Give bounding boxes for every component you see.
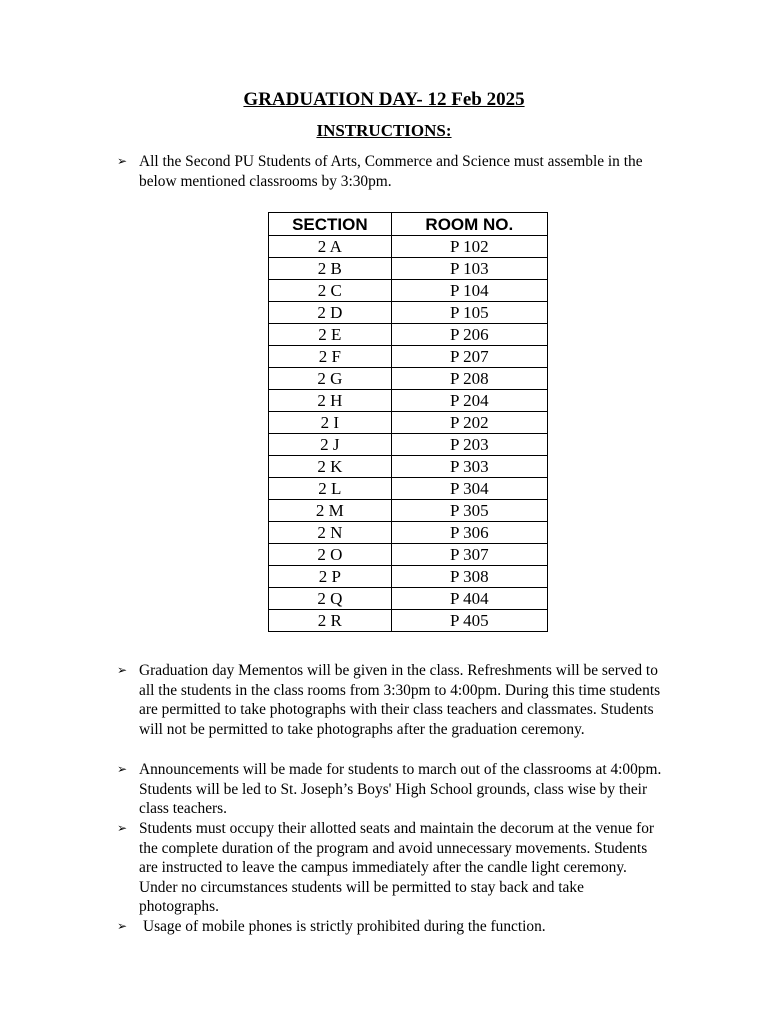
section-cell: 2 I <box>269 412 392 434</box>
room-number-cell: P 404 <box>391 588 547 610</box>
table-row <box>269 588 548 610</box>
instruction-text: All the Second PU Students of Arts, Commerce and Science must assemble in the below mentioned classrooms by 3:30pm. <box>139 153 643 190</box>
section-cell: 2 H <box>269 390 392 412</box>
table-row <box>269 280 548 302</box>
table-row <box>269 478 548 500</box>
table-row <box>269 500 548 522</box>
section-cell: 2 N <box>269 522 392 544</box>
section-cell: 2 J <box>269 434 392 456</box>
instructions-heading: INSTRUCTIONS: <box>316 121 452 140</box>
section-cell: 2 L <box>269 478 392 500</box>
room-number-cell: P 204 <box>391 390 547 412</box>
table-row <box>269 390 548 412</box>
table-row <box>269 522 548 544</box>
room-number-cell: P 104 <box>391 280 547 302</box>
room-number-cell: P 308 <box>391 566 547 588</box>
room-number-cell: P 206 <box>391 324 547 346</box>
table-row <box>269 434 548 456</box>
table-row <box>269 368 548 390</box>
section-cell: 2 P <box>269 566 392 588</box>
instruction-text: Usage of mobile phones is strictly prohibited during the function. <box>143 918 546 935</box>
section-cell: 2 F <box>269 346 392 368</box>
room-number-cell: P 303 <box>391 456 547 478</box>
arrow-bullet-icon: ➢ <box>117 663 128 677</box>
section-cell: 2 E <box>269 324 392 346</box>
room-number-cell: P 306 <box>391 522 547 544</box>
table-row <box>269 258 548 280</box>
table-row <box>269 566 548 588</box>
room-number-cell: P 208 <box>391 368 547 390</box>
room-number-cell: P 105 <box>391 302 547 324</box>
table-row <box>269 302 548 324</box>
page-title: GRADUATION DAY- 12 Feb 2025 <box>243 89 525 110</box>
arrow-bullet-icon: ➢ <box>117 762 128 776</box>
table-row <box>269 412 548 434</box>
table-row <box>269 324 548 346</box>
room-number-cell: P 203 <box>391 434 547 456</box>
instruction-text: Announcements will be made for students to march out of the classrooms at 4:00pm. Students will be led to St. Joseph’s Boys' High School grounds, class wise by their class teachers. <box>139 761 662 818</box>
section-cell: 2 R <box>269 610 392 632</box>
section-cell: 2 O <box>269 544 392 566</box>
instruction-item-mobile-phones <box>117 917 662 937</box>
room-number-cell: P 307 <box>391 544 547 566</box>
column-header-section: SECTION <box>269 213 392 236</box>
section-cell: 2 G <box>269 368 392 390</box>
table-row <box>269 456 548 478</box>
room-number-cell: P 405 <box>391 610 547 632</box>
table-row <box>269 610 548 632</box>
table-row <box>269 236 548 258</box>
instruction-item-mementos <box>117 661 662 739</box>
instruction-item-assemble <box>117 152 662 191</box>
section-cell: 2 Q <box>269 588 392 610</box>
instruction-text: Graduation day Mementos will be given in the class. Refreshments will be served to all the students in the class rooms from 3:30pm to 4:00pm. During this time students are permitted to take photographs with their class teachers and classmates. Students will not be permitted to take photographs after the graduation ceremony. <box>139 662 661 738</box>
section-cell: 2 K <box>269 456 392 478</box>
arrow-bullet-icon: ➢ <box>117 821 128 835</box>
room-number-cell: P 202 <box>391 412 547 434</box>
instruction-text: Students must occupy their allotted seats and maintain the decorum at the venue for the complete duration of the program and avoid unnecessary movements. Students are instructed to leave the campus immediately after the candle light ceremony. Under no circumstances students will be permitted to stay back and take photographs. <box>139 820 655 916</box>
room-number-cell: P 305 <box>391 500 547 522</box>
room-number-cell: P 102 <box>391 236 547 258</box>
table-row <box>269 346 548 368</box>
table-row <box>269 544 548 566</box>
section-cell: 2 B <box>269 258 392 280</box>
column-header-room: ROOM NO. <box>391 213 547 236</box>
section-cell: 2 D <box>269 302 392 324</box>
table-header-row <box>269 213 548 236</box>
arrow-bullet-icon: ➢ <box>117 154 128 168</box>
section-cell: 2 M <box>269 500 392 522</box>
room-number-cell: P 304 <box>391 478 547 500</box>
room-number-cell: P 103 <box>391 258 547 280</box>
instruction-item-seating <box>117 819 662 917</box>
room-number-cell: P 207 <box>391 346 547 368</box>
section-room-table <box>268 212 548 632</box>
arrow-bullet-icon: ➢ <box>117 919 128 933</box>
section-cell: 2 A <box>269 236 392 258</box>
section-cell: 2 C <box>269 280 392 302</box>
table-body <box>269 236 548 632</box>
instruction-item-announcements <box>117 760 662 819</box>
